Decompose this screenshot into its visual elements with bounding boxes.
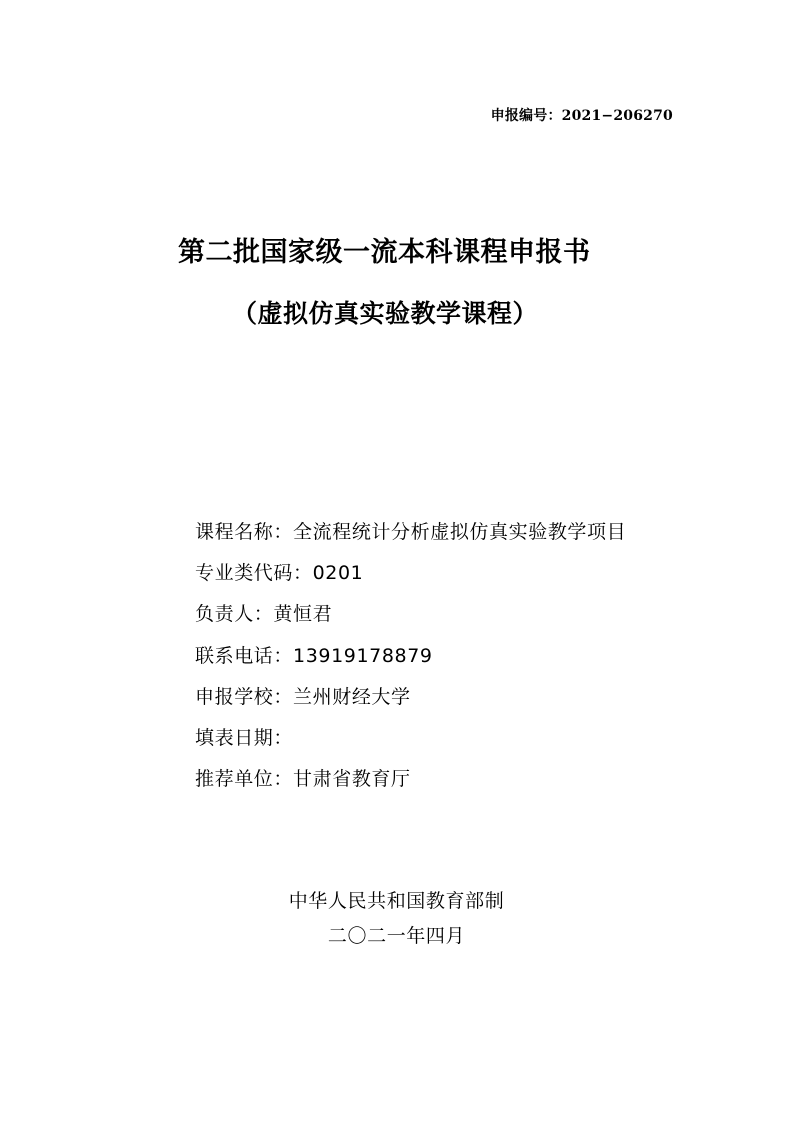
footer-date: 二〇二一年四月	[327, 925, 466, 947]
field-fill-date	[195, 722, 626, 763]
field-value: 13919178879	[293, 644, 433, 667]
field-recommending-unit	[195, 763, 626, 804]
document-subtitle: （虚拟仿真实验教学课程）	[232, 299, 539, 328]
application-number: 申报编号：2021−206270	[490, 108, 673, 124]
document-title: 第二批国家级一流本科课程申报书	[178, 237, 591, 268]
field-label: 联系电话：	[195, 644, 294, 667]
info-fields	[195, 516, 626, 804]
field-label: 申报学校：	[195, 685, 294, 708]
field-course-name	[195, 516, 626, 557]
field-person-in-charge	[195, 598, 626, 639]
field-value: 全流程统计分析虚拟仿真实验教学项目	[293, 521, 627, 543]
field-value: 甘肃省教育厅	[293, 768, 411, 791]
field-label: 专业类代码：	[195, 562, 313, 585]
field-label: 推荐单位：	[195, 768, 294, 791]
field-value: 兰州财经大学	[293, 685, 411, 708]
field-phone	[195, 640, 626, 681]
field-label: 课程名称：	[195, 521, 294, 543]
field-label: 负责人：	[195, 603, 274, 626]
field-major-code	[195, 557, 626, 598]
field-label: 填表日期：	[195, 726, 294, 749]
footer-issuer: 中华人民共和国教育部制	[288, 890, 505, 912]
field-school	[195, 681, 626, 722]
field-value: 黄恒君	[273, 603, 333, 626]
field-value: 0201	[312, 562, 364, 585]
